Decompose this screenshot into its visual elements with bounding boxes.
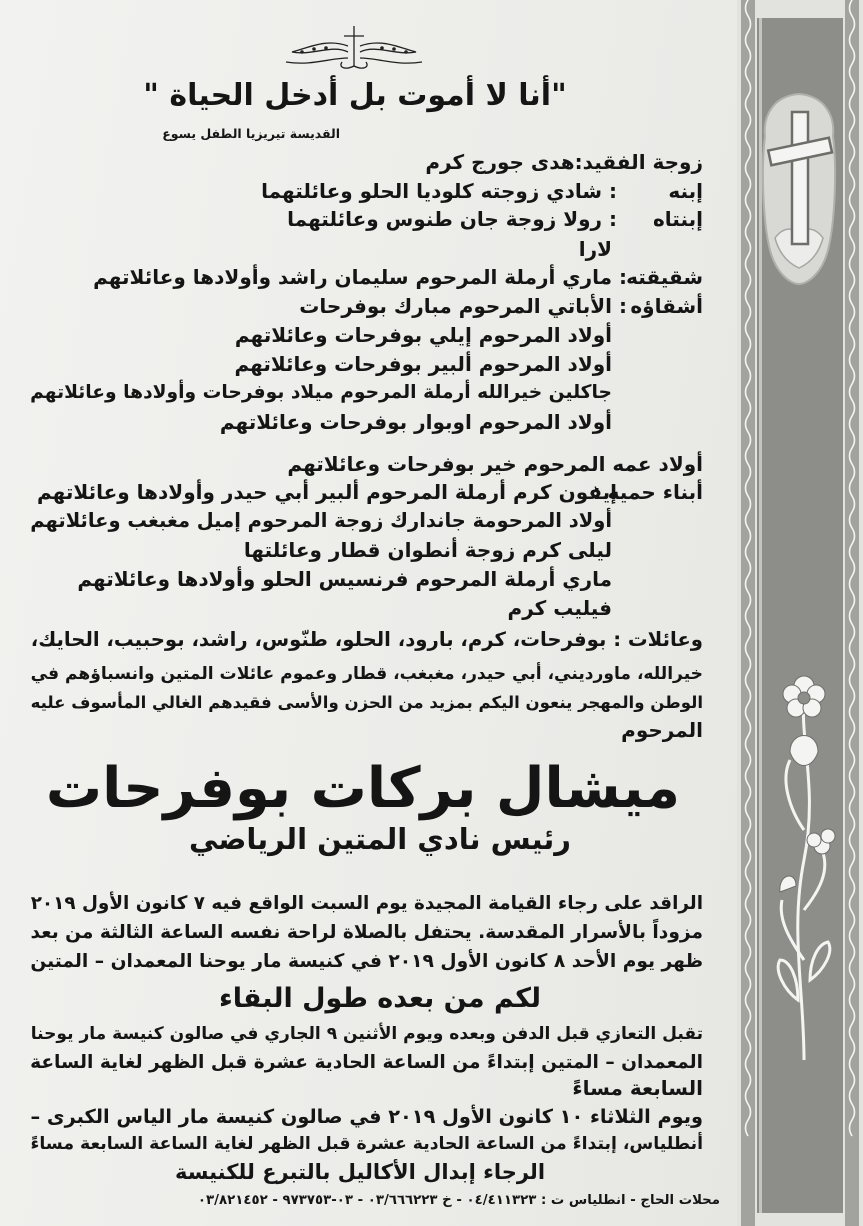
donation-request: الرجاء إبدال الأكاليل بالتبرع للكنيسة: [174, 1160, 546, 1184]
in-laws-sub-line: ليلى كرم زوجة أنطوان قطار وعائلتها: [243, 538, 612, 562]
ornament-cross-icon: [282, 22, 427, 72]
daughter2-line: لارا: [578, 237, 612, 261]
in-laws-sub-line: ماري أرملة المرحوم فرنسيس الحلو وأولادها وعائلاتهم: [77, 567, 612, 591]
deceased-name: ميشال بركات بوفرحات: [45, 756, 680, 821]
footer-contact: محلات الحاج - انطلياس ت : ٠٤/٤١١٣٢٣ - خ ٠٣/٦٦٦٢٢٣ - ٠٣-٩٧٣٧٥٣ - ٠٣/٨٢١٤٥٢: [197, 1193, 720, 1208]
condolence-line: المعمدان – المتين إبتداءً من الساعة الحادية عشرة قبل الظهر لغاية الساعة: [30, 1052, 703, 1073]
daughters-label: إبنتاه: [652, 207, 703, 231]
in-laws-line: إيفون كرم أرملة المرحوم ألبير أبي حيدر وأولادها وعائلاتهم: [37, 480, 617, 504]
brothers-sub-line: جاكلين خيرالله أرملة المرحوم ميلاد بوفرحات وأولادها وعائلاتهم: [30, 382, 612, 403]
son-label: إبنه: [668, 179, 703, 203]
brothers-sub-line: أولاد المرحوم إيلي بوفرحات وعائلاتهم: [234, 323, 612, 347]
sister-line: : ماري أرملة المرحوم سليمان راشد وأولادها وعائلاتهم: [93, 265, 627, 289]
condolence-line: السابعة مساءً: [572, 1076, 703, 1100]
uncle-children-line: أولاد عمه المرحوم خير بوفرحات وعائلاتهم: [287, 452, 703, 476]
in-laws-label: أبناء حميه :: [592, 480, 703, 504]
flower-vine-icon: [760, 660, 848, 1060]
families-line: خيرالله، ماورديني، أبي حيدر، مغبغب، قطار وعموم عائلات المتين وانسباؤهم في: [30, 664, 703, 684]
condolence-line: ويوم الثلاثاء ١٠ كانون الأول ٢٠١٩ في صالون كنيسة مار الياس الكبرى –: [30, 1105, 703, 1128]
funeral-line: الراقد على رجاء القيامة المجيدة يوم السبت الواقع فيه ٧ كانون الأول ٢٠١٩: [30, 893, 703, 914]
cross-icon: [755, 88, 843, 288]
sister-label: شقيقته: [626, 265, 703, 289]
quote-attribution: القديسة تيريزيا الطفل يسوع: [162, 126, 340, 141]
funeral-line: مزوداً بالأسرار المقدسة. يحتفل بالصلاة لراحة نفسه الساعة الثالثة من بعد: [30, 922, 703, 943]
families-line: المرحوم: [621, 718, 703, 742]
wife-line: زوجة الفقيد:هدى جورج كرم: [425, 150, 703, 174]
quote-text: "أنا لا أموت بل أدخل الحياة ": [143, 78, 567, 113]
condolence-line: تقبل التعازي قبل الدفن وبعده ويوم الأثنين ٩ الجاري في صالون كنيسة مار يوحنا: [30, 1024, 703, 1044]
brothers-line: : الأباتي المرحوم مبارك بوفرحات: [299, 294, 627, 318]
sympathy-line: لكم من بعده طول البقاء: [218, 983, 542, 1014]
deceased-title: رئيس نادي المتين الرياضي: [189, 822, 571, 856]
brothers-label: أشقاؤه: [630, 294, 703, 318]
families-line: وعائلات : بوفرحات، كرم، بارود، الحلو، طنّوس، راشد، بوحبيب، الحايك،: [30, 628, 703, 651]
in-laws-sub-line: أولاد المرحومة جاندارك زوجة المرحوم إميل مغبغب وعائلاتهم: [30, 509, 612, 532]
families-line: الوطن والمهجر ينعون اليكم بمزيد من الحزن والأسى فقيدهم الغالي المأسوف عليه: [30, 693, 703, 712]
brothers-sub-line: أولاد المرحوم ألبير بوفرحات وعائلاتهم: [234, 352, 612, 376]
son-line: : شادي زوجته كلوديا الحلو وعائلتهما: [261, 179, 617, 203]
funeral-line: ظهر يوم الأحد ٨ كانون الأول ٢٠١٩ في كنيسة مار يوحنا المعمدان – المتين: [30, 951, 703, 972]
daughters-line: : رولا زوجة جان طنوس وعائلتهما: [287, 207, 617, 231]
condolence-line: أنطلياس، إبتداءً من الساعة الحادية عشرة قبل الظهر لغاية الساعة السابعة مساءً: [30, 1134, 703, 1154]
brothers-sub-line: أولاد المرحوم اوبوار بوفرحات وعائلاتهم: [219, 410, 612, 434]
in-laws-sub-line: فيليب كرم: [507, 596, 612, 620]
